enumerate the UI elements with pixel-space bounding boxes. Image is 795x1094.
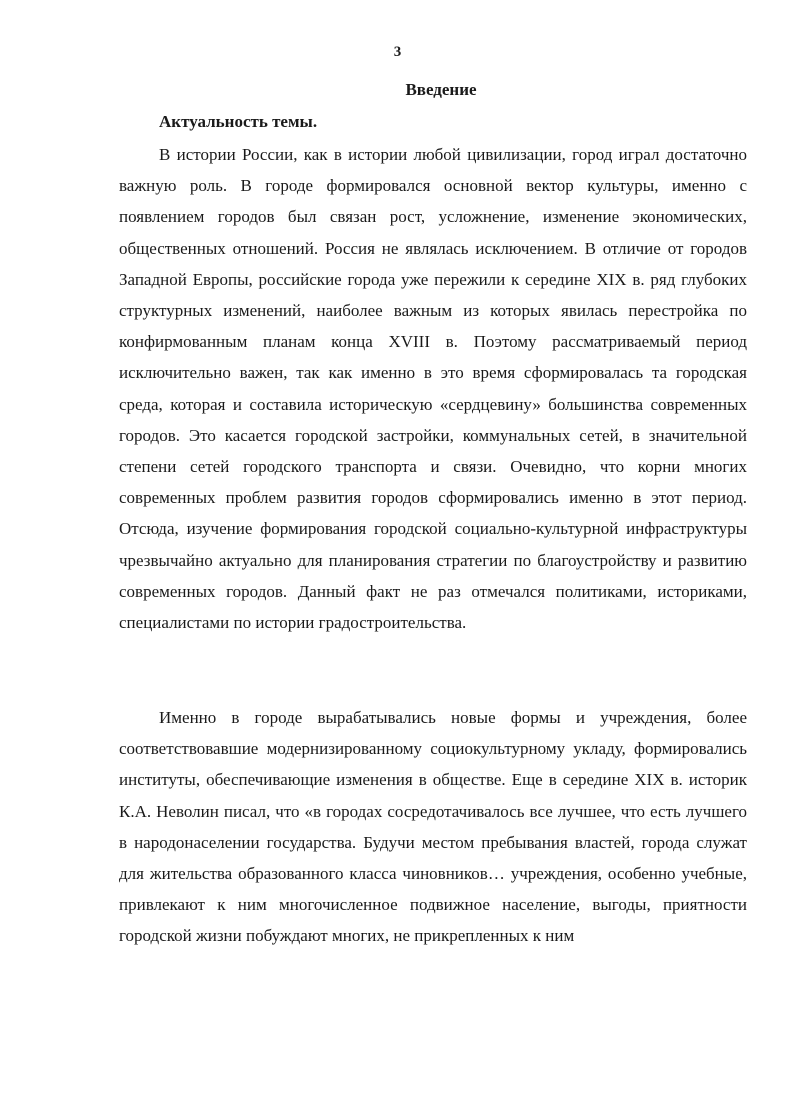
body-paragraph-2: Именно в городе вырабатывались новые формы и учреждения, более соответствовавшие модернизированному социокультурному укладу, формировались институты, обеспечивающие изменения в обществе. Еще в середине XIX в. историк К.А. Неволин писал, что «в городах сосредотачивалось все лучшее, что есть лучшего в народонаселении государства. Будучи местом пребывания властей, города служат для жительства образованного класса чиновников… учреждения, особенно учебные, привлекают к ним многочисленное подвижное население, выгоды, приятности городской жизни побуждают многих, не прикрепленных к ним	[119, 708, 747, 946]
page-number: 3	[393, 44, 402, 60]
body-paragraph-1: В истории России, как в истории любой цивилизации, город играл достаточно важную роль. В городе формировался основной вектор культуры, именно с появлением городов был связан рост, усложнение, изменение экономических, общественных отношений. Россия не являлась исключением. В отличие от городов Западной Европы, российские города уже пережили к середине XIX в. ряд глубоких структурных изменений, наиболее важным из которых явилась перестройка по конфирмованным планам конца XVIII в. Поэтому рассматриваемый период исключительно важен, так как именно в это время сформировалась та городская среда, которая и составила историческую «сердцевину» большинства современных городов. Это касается городской застройки, коммунальных сетей, в значительной степени сетей городского транспорта и связи. Очевидно, что корни многих современных проблем развития городов сформировались именно в этот период. Отсюда, изучение формирования городской социально-культурной инфраструктуры чрезвычайно актуально для планирования стратегии по благоустройству и развитию современных городов. Данный факт не раз отмечался политиками, историками, специалистами по истории градостроительства.	[119, 145, 747, 633]
section-heading: Введение	[405, 80, 477, 99]
subsection-heading: Актуальность темы.	[159, 112, 318, 131]
